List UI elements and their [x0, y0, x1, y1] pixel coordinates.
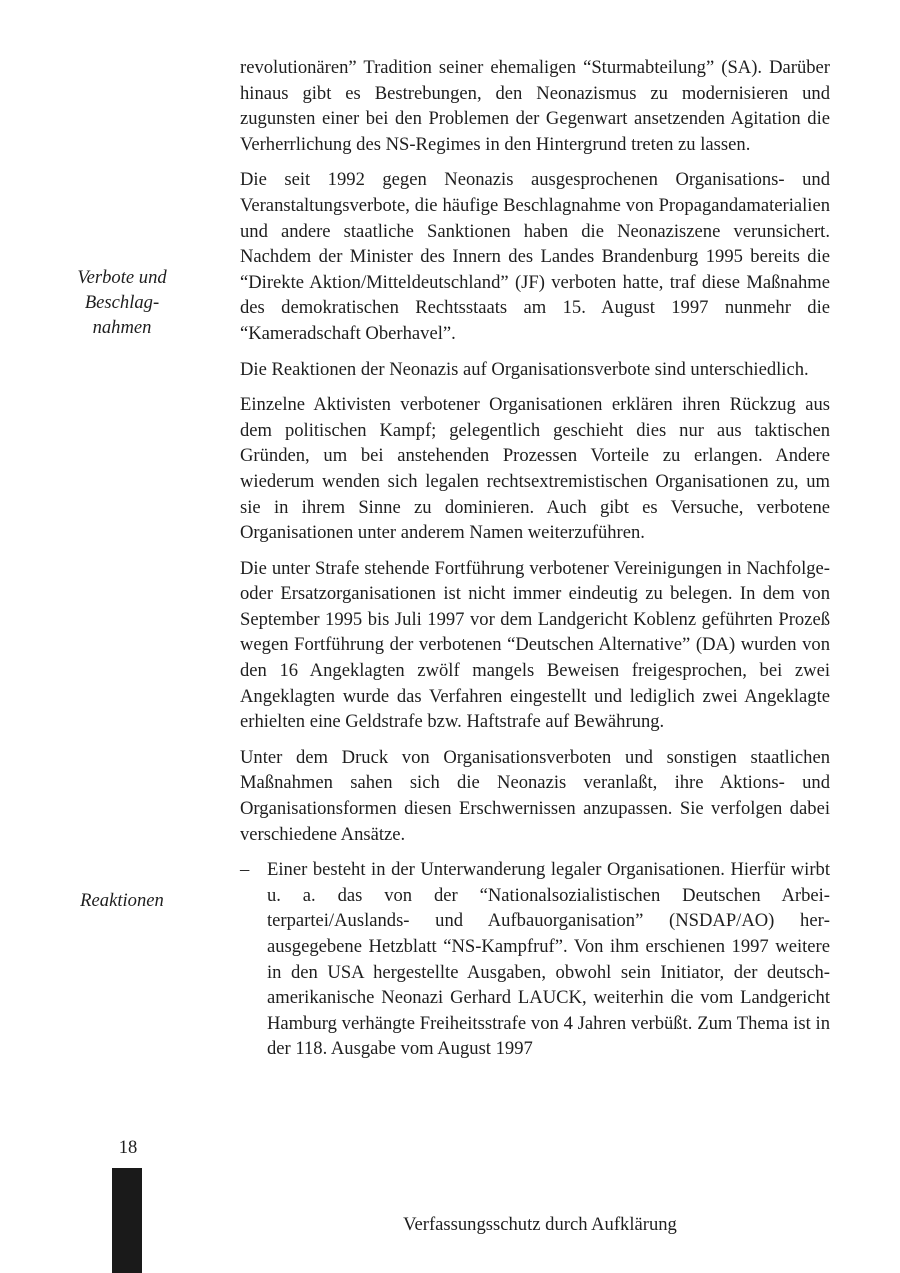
list-item	[240, 857, 830, 1062]
margin-note-line: Verbote und	[77, 267, 167, 288]
paragraph: revolutionären” Tradition seiner ehemaligen “Sturmabteilung” (SA). Darüber hinaus gibt es Bestrebungen, den Neonazismus zu modernisieren und zugunsten einer bei den Problemen der Gegenwart ansetzenden Agitation die Verherrlichung des NS-Regimes in den Hintergrund treten zu lassen.	[240, 57, 830, 155]
body-text	[240, 55, 830, 1072]
page-number: 18	[118, 1137, 138, 1158]
paragraph: Einzelne Aktivisten verbotener Organisationen erklären ihren Rückzug aus dem politischen Kampf; gelegentlich geschieht dies nur aus taktischen Gründen, um bei anstehenden Prozessen Vorteile zu erlangen. Andere wiederum wenden sich legalen rechtsextremistischen Organisationen zu, um sie in ihrem Sinne zu dominieren. Auch gibt es Versuche, verbotene Organisationen unter anderem Namen weiterzuführen.	[240, 394, 830, 544]
paragraph: Unter dem Druck von Organisationsverboten und sonstigen staatlichen Maßnahmen sahen sich die Neonazis veranlaßt, ihre Aktions- und Organisationsformen diesen Erschwernissen anzupassen. Sie verfolgen dabei verschiedene Ansätze.	[240, 746, 830, 845]
margin-note-line: Beschlag-	[84, 292, 160, 313]
margin-note-line: nahmen	[92, 317, 152, 338]
list-item-text: Einer besteht in der Unterwanderung legaler Organisationen. Hierfür wirbt u. a. das von der “Nationalsozialistischen Deutschen Arbeiterpartei/Auslands- und Aufbauorganisation” (NSDAP/AO) herausgegebene Hetzblatt “NS-Kampfruf”. Von ihm erschienen 1997 weitere in den USA hergestellte Ausgaben, obwohl sein Initiator, der deutsch-amerikanische Neonazi Gerhard LAUCK, weiterhin die vom Landgericht Hamburg verhängte Freiheitsstrafe von 4 Jahren verbüßt. Zum Thema ist in der 118. Ausgabe vom August 1997	[267, 859, 830, 1060]
paragraph: Die unter Strafe stehende Fortführung verbotener Vereinigungen in Nachfolge- oder Ersatzorganisationen ist nicht immer eindeutig zu belegen. In dem von September 1995 bis Juli 1997 vor dem Landgericht Koblenz geführten Prozeß wegen Fortführung der verbotenen “Deutschen Alternative” (DA) wurden von den 16 Angeklagten zwölf mangels Beweisen freigesprochen, bei zwei Angeklagten wurde das Verfahren eingestellt und lediglich zwei Angeklagte erhielten eine Geldstrafe bzw. Haftstrafe auf Bewährung.	[240, 557, 830, 733]
paragraph: Die Reaktionen der Neonazis auf Organisationsverbote sind unterschiedlich.	[240, 358, 809, 380]
list-dash: –	[240, 859, 250, 881]
page-footer: Verfassungsschutz durch Aufklärung	[403, 1214, 677, 1235]
paragraph: Die seit 1992 gegen Neonazis ausgesprochenen Organisations- und Veranstaltungsverbote, die häufige Beschlagnahme von Propagandamaterialien und andere staatliche Sanktionen haben die Neonaziszene verunsichert. Nachdem der Minister des Innern des Landes Brandenburg 1995 bereits die “Direkte Aktion/Mitteldeutschland” (JF) verboten hatte, traf diese Maßnahme des demokratischen Rechtsstaats am 15. August 1997 nunmehr die “Kameradschaft Oberhavel”.	[240, 169, 830, 344]
margin-note-reaktionen: Reaktionen	[80, 890, 164, 911]
thumb-index-bar	[112, 1168, 142, 1273]
margin-note-verbote	[47, 265, 197, 340]
